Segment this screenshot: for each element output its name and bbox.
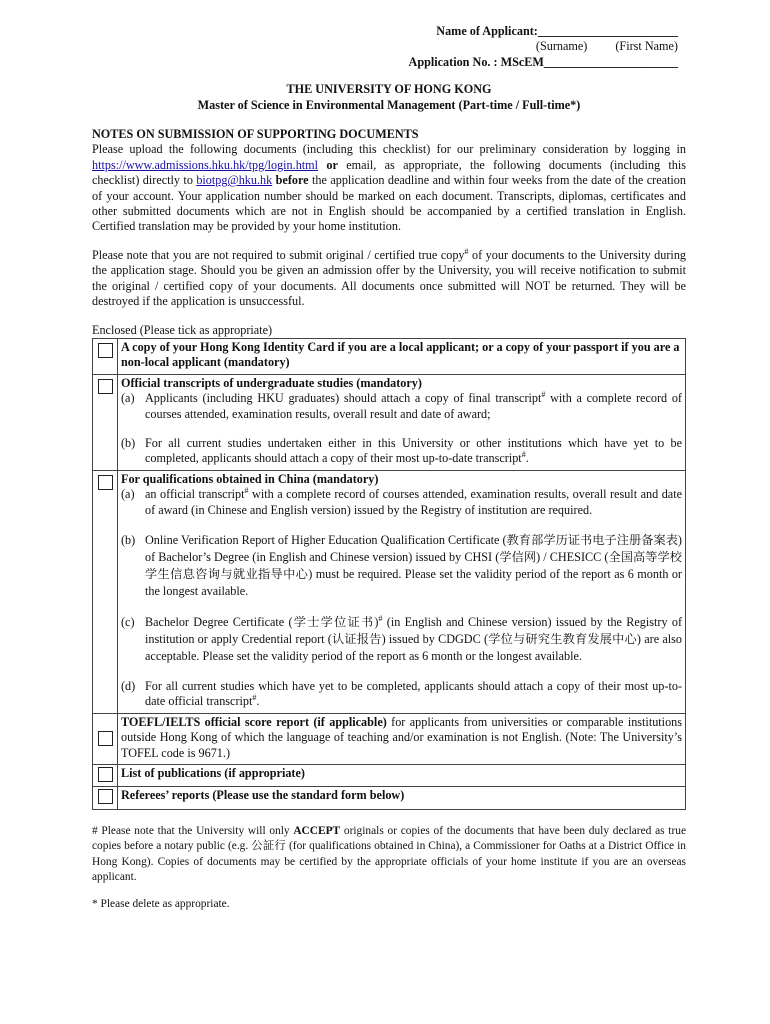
checklist-row-transcripts	[93, 374, 686, 470]
checklist-row-id	[93, 338, 686, 374]
checklist-row-toefl	[93, 713, 686, 764]
email-link[interactable]: biotpg@hku.hk	[196, 173, 273, 188]
list-item: (a) Applicants (including HKU graduates) should attach a copy of final transcript# with a complete record of courses attended, examination results, overall result and date of award;	[121, 390, 682, 421]
first-name-label: (First Name)	[615, 39, 678, 54]
checkbox-publications[interactable]	[98, 767, 113, 782]
documents-checklist	[92, 338, 686, 810]
referees-text: Referees’ reports (Please use the standard form below)	[118, 787, 686, 809]
publications-text: List of publications (if appropriate)	[118, 765, 686, 787]
checkbox-transcripts[interactable]	[98, 379, 113, 394]
admissions-login-link[interactable]: https://www.admissions.hku.hk/tpg/login.html	[92, 157, 319, 172]
applicant-name-line: Name of Applicant:_______________________	[436, 24, 678, 38]
document-title	[92, 82, 686, 113]
notes-p2-text-2: of your documents to the University during the application stage. Should you be given an admission offer by the University, you will receive notification to submit the original / certified copy of your documents. All documents once submitted will NOT be returned. They will be destroyed if the application is unsuccessful.	[92, 247, 687, 309]
list-item: (c) Bachelor Degree Certificate (学士学位证书)# (in English and Chinese version) issued by the Registry of institution or apply Credential report (认证报告) issued by CDGDC (学位与研究生教育发展中心) are also acceptable. Please set the validity period of the report as 6 month or the longest available.	[121, 613, 682, 663]
checkbox-id-copy[interactable]	[98, 343, 113, 358]
notes-p1-text-3: the application deadline and within four weeks from the date of the creation of your account. Your application number should be marked on each document. Transcripts, diplomas, certificates and other submitted documents which are not in English should be accompanied by a certified translation in English. Certified translation may be provided by your home institution.	[92, 173, 686, 234]
notes-p1-text-2: email, as appropriate, the following documents (including this checklist) directly to	[92, 157, 687, 188]
checklist-row-publications	[93, 765, 686, 787]
checkbox-china-qualifications[interactable]	[98, 475, 113, 490]
transcripts-heading: Official transcripts of undergraduate studies (mandatory)	[121, 375, 422, 390]
notes-heading: NOTES ON SUBMISSION OF SUPPORTING DOCUMENTS	[92, 127, 419, 142]
application-number-line: Application No. : MScEM______________________	[408, 54, 678, 69]
checkbox-toefl-ielts[interactable]	[98, 731, 113, 746]
notes-p2-text: Please note that you are not required to submit original / certified true copy	[92, 247, 465, 262]
before-text: before	[275, 173, 309, 188]
id-copy-text: A copy of your Hong Kong Identity Card if you are a local applicant; or a copy of your passport if you are a non-local applicant (mandatory)	[118, 338, 686, 374]
footnote-mark: #	[464, 246, 469, 256]
toefl-heading: TOEFL/IELTS official score report (if applicable)	[121, 714, 387, 729]
or-text: or	[326, 157, 338, 172]
checklist-row-china	[93, 470, 686, 713]
enclosed-label: Enclosed (Please tick as appropriate)	[92, 322, 273, 337]
list-item: (a) an official transcript# with a complete record of courses attended, examination results, overall result and date of award (in Chinese and English version) issued by the Registry of institution are required.	[121, 486, 682, 517]
surname-label: (Surname)	[535, 39, 588, 54]
notes-p1-text: Please upload the following documents (including this checklist) for our preliminary consideration by logging in	[92, 142, 686, 157]
list-item: (b) For all current studies undertaken either in this University or other institutions which have yet to be completed, applicants should attach a copy of their most up-to-date transcript#.	[121, 435, 682, 466]
footnote-star: * Please delete as appropriate.	[92, 898, 230, 911]
china-heading: For qualifications obtained in China (mandatory)	[121, 471, 379, 486]
notes-paragraph-2	[92, 248, 686, 310]
checklist-row-referees	[93, 787, 686, 809]
list-item: (b) Online Verification Report of Higher Education Qualification Certificate (教育部学历证书电子注册备案表) of Bachelor’s Degree (in English and Chinese version) issued by CHSI (学信网) / CHESICC (全国高等学校学生信息咨询与就业指导中心) must be required. Please set the validity period of the report as 6 month or the longest available.	[121, 532, 682, 598]
list-item: (d) For all current studies which have yet to be completed, applicants should attach a copy of their most up-to-date official transcript#.	[121, 678, 682, 709]
checkbox-referees[interactable]	[98, 789, 113, 804]
form-content	[92, 24, 686, 913]
programme-name: Master of Science in Environmental Management (Part-time / Full-time*)	[197, 97, 581, 112]
notes-paragraph-1	[92, 142, 686, 234]
footnote-hash: # Please note that the University will only ACCEPT originals or copies of the documents that have been duly declared as true copies before a notary public (e.g. 公証行 (for qualifications obtained in China), a Commissioner for Oaths at a District Office in Hong Kong). Copies of documents may be certified by the appropriate officials of your home institute if you are an overseas applicant.	[92, 824, 687, 884]
university-name: THE UNIVERSITY OF HONG KONG	[286, 82, 492, 97]
name-sublabels	[92, 39, 678, 54]
toefl-text: for applicants from universities or comparable institutions outside Hong Kong of which the language of teaching and/or examination is not English. (Note: The University’s TOFEL code is 9671.)	[121, 714, 682, 760]
applicant-header	[92, 24, 686, 70]
